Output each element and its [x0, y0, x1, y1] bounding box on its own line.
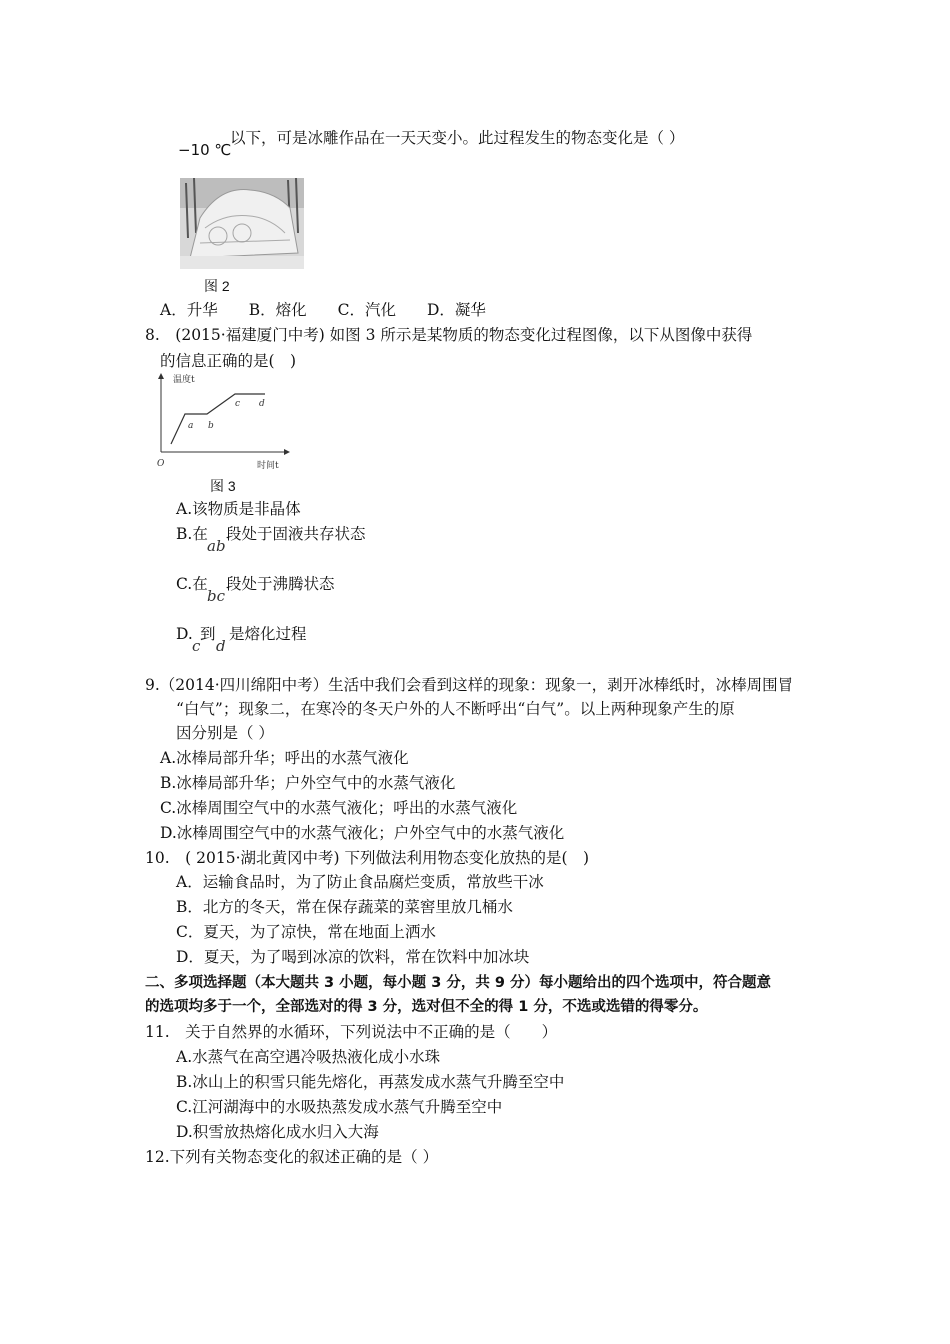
q11-option-a: A.水蒸气在高空遇冷吸热液化成小水珠: [176, 1048, 441, 1066]
q8-option-d-to: 到: [200, 625, 216, 643]
q11-stem: 11. 关于自然界的水循环，下列说法中不正确的是（ ）: [145, 1023, 558, 1041]
q9-option-c: C.冰棒周围空气中的水蒸气液化；呼出的水蒸气液化: [160, 799, 518, 817]
q12-stem: 12.下列有关物态变化的叙述正确的是（ ）: [145, 1148, 439, 1166]
q7-stem: 以下，可是冰雕作品在一天天变小。此过程发生的物态变化是（ ）: [230, 129, 685, 147]
q9-option-b: B.冰棒局部升华；户外空气中的水蒸气液化: [160, 774, 456, 792]
graph-ylabel: 温度t: [173, 375, 195, 385]
point-b-label: b: [208, 421, 214, 431]
q10-option-a: A．运输食品时，为了防止食品腐烂变质，常放些干冰: [176, 873, 544, 891]
q10-option-d: D．夏天，为了喝到冰凉的饮料，常在饮料中加冰块: [176, 948, 530, 966]
q8-option-a: A.该物质是非晶体: [176, 500, 301, 518]
q8-option-c-var: bc: [207, 587, 226, 605]
graph-origin: O: [157, 459, 165, 469]
q11-option-c: C.江河湖海中的水吸热蒸发成水蒸气升腾至空中: [176, 1098, 503, 1116]
q8-option-d-prefix: D.: [176, 625, 193, 643]
q8-option-b-text: 段处于固液共存状态: [226, 525, 366, 543]
q8-option-d-var-d: d: [216, 637, 226, 655]
q11-option-d: D.积雪放热熔化成水归入大海: [176, 1123, 379, 1141]
point-c-label: c: [235, 399, 241, 409]
q9-stem-line1: 9.（2014·四川绵阳中考）生活中我们会看到这样的现象：现象一，剥开冰棒纸时，冰棒周围冒: [145, 676, 794, 694]
q9-stem-line2: “白气”；现象二，在寒冷的冬天户外的人不断呼出“白气”。以上两种现象产生的原: [176, 700, 735, 718]
figure-3-caption: 图 3: [210, 478, 236, 494]
q7-options: A．升华 B．熔化 C．汽化 D．凝华: [160, 301, 486, 319]
q8-stem-line2: 的信息正确的是( ): [160, 352, 297, 370]
point-d-label: d: [259, 399, 265, 409]
q10-stem: 10. ( 2015·湖北黄冈中考) 下列做法利用物态变化放热的是( ): [145, 849, 590, 867]
q8-option-d-text: 是熔化过程: [229, 625, 307, 643]
q8-option-b-prefix: B.在: [176, 525, 208, 543]
figure-2-caption: 图 2: [204, 278, 230, 294]
q8-option-d-var-c: c: [192, 637, 201, 655]
section-2-heading-line1: 二、多项选择题（本大题共 3 小题，每小题 3 分，共 9 分）每小题给出的四个选项中，符合题意: [145, 975, 772, 991]
q11-option-b: B.冰山上的积雪只能先熔化，再蒸发成水蒸气升腾至空中: [176, 1073, 565, 1091]
q8-option-b-var: ab: [207, 537, 226, 555]
section-2-heading-line2: 的选项均多于一个，全部选对的得 3 分，选对但不全的得 1 分，不选或选错的得零分。: [145, 999, 708, 1015]
graph-xlabel: 时间t: [257, 461, 279, 471]
q9-option-a: A.冰棒局部升华；呼出的水蒸气液化: [160, 749, 409, 767]
q10-option-c: C．夏天，为了凉快，常在地面上洒水: [176, 923, 436, 941]
q9-stem-line3: 因分别是（ ）: [176, 724, 274, 742]
temperature-label: −10 ℃: [178, 141, 232, 159]
point-a-label: a: [188, 421, 194, 431]
temperature-time-graph: [155, 372, 290, 472]
q9-option-d: D.冰棒周围空气中的水蒸气液化；户外空气中的水蒸气液化: [160, 824, 565, 842]
q8-option-c-text: 段处于沸腾状态: [226, 575, 335, 593]
q8-stem-line1: 8. (2015·福建厦门中考) 如图 3 所示是某物质的物态变化过程图像，以下从图像中获得: [145, 326, 753, 344]
q8-option-c-prefix: C.在: [176, 575, 208, 593]
q10-option-b: B．北方的冬天，常在保存蔬菜的菜窖里放几桶水: [176, 898, 513, 916]
ice-sculpture-photo: [180, 178, 304, 269]
